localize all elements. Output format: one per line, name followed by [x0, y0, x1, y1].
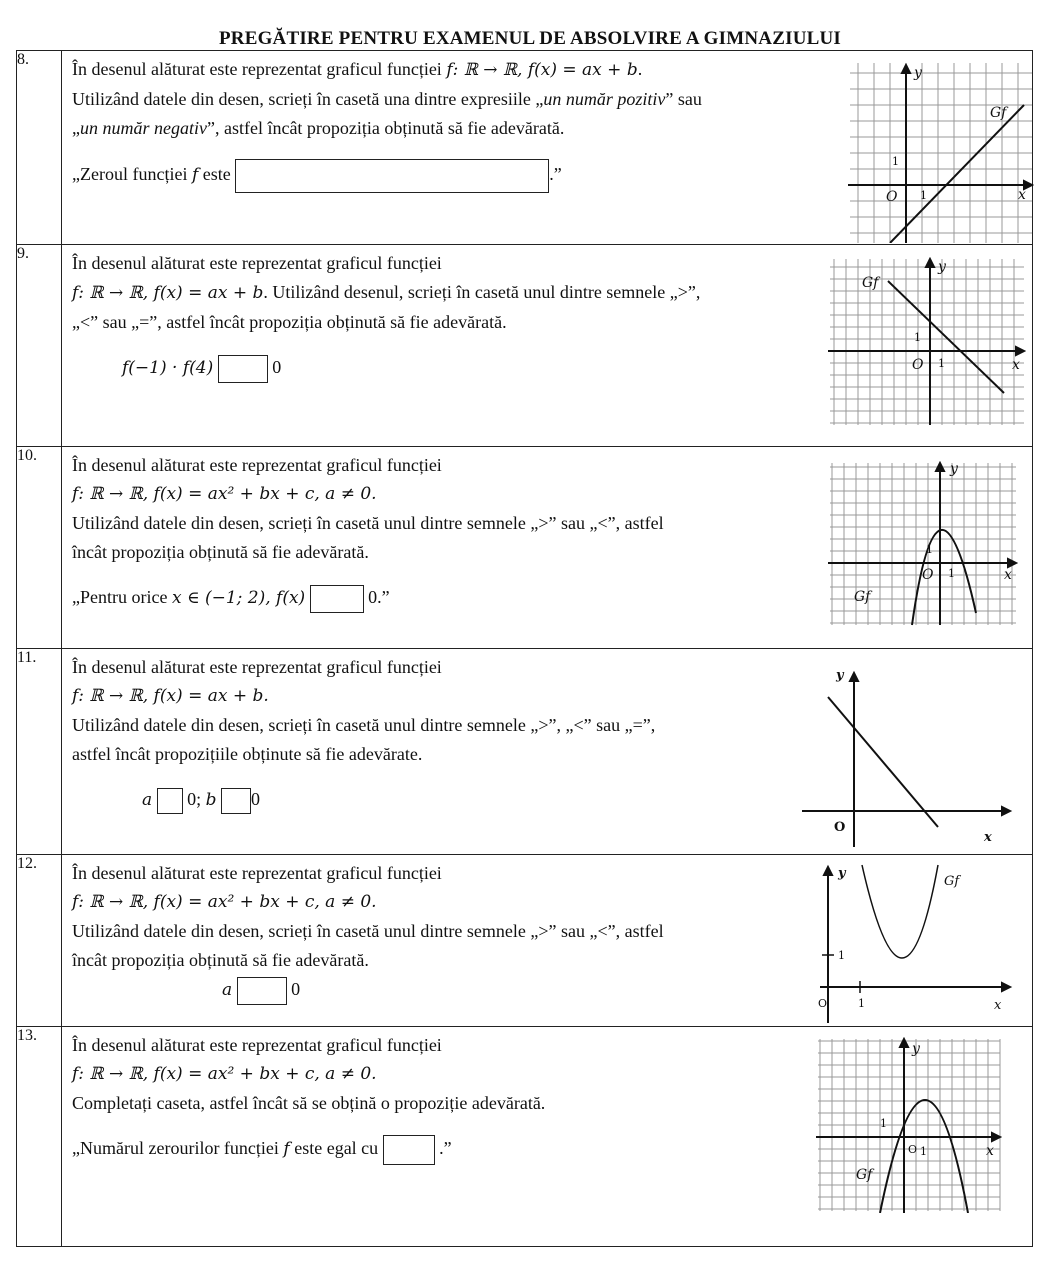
function-graph — [848, 61, 1034, 243]
statement-text: ” sau — [665, 89, 702, 109]
y-unit-label: 1 — [892, 155, 899, 168]
rhs-value: 0 — [272, 357, 282, 377]
graph-label: Gf — [944, 874, 960, 889]
statement-text: „Zeroul funcției — [72, 164, 192, 185]
y-axis-label: y — [938, 259, 946, 275]
statement-text: În desenul alăturat este reprezentat graficul funcției — [72, 253, 442, 273]
function-definition: f: ℝ → ℝ, f(x) = ax + b — [72, 283, 264, 303]
statement-text: .” — [439, 1138, 452, 1158]
statement-text: 0.” — [368, 587, 390, 607]
graph-label: Gf — [854, 589, 871, 605]
exercise-number: 12. — [17, 855, 62, 1027]
function-graph — [796, 663, 1016, 847]
x-unit-label: 1 — [938, 357, 945, 370]
y-axis-label: y — [914, 65, 922, 81]
origin-label: O — [886, 189, 898, 205]
function-definition: f: ℝ → ℝ, f(x) = ax + b. — [72, 686, 269, 706]
graph-label: Gf — [990, 105, 1007, 121]
y-unit-label: 1 — [838, 949, 845, 962]
statement-text: „Pentru orice — [72, 587, 172, 607]
statement-text: În desenul alăturat este reprezentat graficul funcției — [72, 59, 447, 79]
function-symbol: f — [191, 165, 199, 186]
exercise-text — [72, 451, 664, 613]
x-axis-label: x — [1004, 567, 1012, 583]
statement-text: „<” sau „=”, astfel încât propoziția obținută să fie adevărată. — [72, 312, 507, 332]
statement-text: astfel încât propozițiile obținute să fie adevărate. — [72, 744, 423, 764]
punctuation: . — [637, 59, 643, 79]
statement-text: este — [198, 164, 236, 185]
statement-text: încât propoziția obținută să fie adevărată. — [72, 542, 369, 562]
x-unit-label: 1 — [920, 1145, 927, 1158]
y-unit-label: 1 — [880, 1117, 887, 1130]
x-axis-label: x — [984, 830, 992, 845]
x-axis-label: x — [986, 1143, 994, 1159]
statement-text: Utilizând datele din desen, scrieți în casetă unul dintre semnele „>”, „<” sau „=”, — [72, 715, 656, 735]
page-title: PREGĂTIRE PENTRU EXAMENUL DE ABSOLVIRE A GIMNAZIULUI — [218, 28, 842, 49]
graph-label: Gf — [862, 275, 879, 291]
graph-label: Gf — [856, 1167, 873, 1183]
origin-label: O — [834, 820, 846, 835]
coefficient-a: a — [222, 980, 233, 1000]
function-symbol: f — [283, 1139, 290, 1159]
exercise-row-10 — [17, 447, 1033, 649]
statement-text: Completați caseta, astfel încât să se obțină o propoziție adevărată. — [72, 1093, 546, 1113]
statement-text: „ — [72, 118, 80, 138]
function-graph — [828, 461, 1018, 627]
answer-box[interactable] — [235, 159, 549, 193]
exercise-row-12 — [17, 855, 1033, 1027]
exercise-number: 8. — [17, 51, 62, 245]
expression: f(−1) · f(4) — [122, 358, 214, 378]
y-unit-label: 1 — [914, 331, 921, 344]
answer-box[interactable] — [310, 585, 364, 613]
function-definition: f: ℝ → ℝ, f(x) = ax² + bx + c, a ≠ 0. — [72, 484, 377, 504]
exercise-row-13 — [17, 1027, 1033, 1247]
statement-text: . Utilizând desenul, scrieți în casetă unul dintre semnele „>”, — [263, 282, 701, 302]
statement-text: „Numărul zerourilor funcției — [72, 1138, 284, 1158]
origin-label: O — [818, 997, 828, 1010]
function-definition: f: ℝ → ℝ, f(x) = ax² + bx + c, a ≠ 0. — [72, 892, 377, 912]
x-unit-label: 1 — [858, 997, 865, 1010]
function-definition: f: ℝ → ℝ, f(x) = ax + b — [446, 60, 638, 80]
statement-text: În desenul alăturat este reprezentat graficul funcției — [72, 863, 442, 883]
function-definition: f: ℝ → ℝ, f(x) = ax² + bx + c, a ≠ 0. — [72, 1064, 377, 1084]
answer-box[interactable] — [383, 1135, 435, 1165]
exercise-text — [72, 653, 655, 815]
statement-text: Utilizând datele din desen, scrieți în casetă una dintre expresiile „ — [72, 89, 544, 109]
answer-box[interactable] — [218, 355, 268, 383]
statement-text: În desenul alăturat este reprezentat graficul funcției — [72, 1035, 442, 1055]
rhs-value: 0; — [187, 789, 202, 809]
rhs-value: 0 — [251, 789, 261, 809]
x-unit-label: 1 — [920, 189, 927, 202]
exercise-number: 11. — [17, 649, 62, 855]
y-axis-label: y — [912, 1041, 920, 1057]
y-unit-label: 1 — [926, 543, 933, 556]
statement-text: Utilizând datele din desen, scrieți în casetă unul dintre semnele „>” sau „<”, astfel — [72, 921, 664, 941]
x-unit-label: 1 — [948, 567, 955, 580]
origin-label: O — [922, 567, 934, 583]
rhs-value: 0 — [291, 979, 301, 999]
answer-box[interactable] — [237, 977, 287, 1005]
statement-text: ”, astfel încât propoziția obținută să fie adevărată. — [206, 118, 565, 138]
statement-text: încât propoziția obținută să fie adevărată. — [72, 950, 369, 970]
exercise-text — [72, 55, 702, 193]
function-graph — [828, 257, 1026, 427]
origin-label: O — [908, 1143, 918, 1156]
exercise-text — [72, 1031, 545, 1165]
y-axis-label: y — [950, 461, 958, 477]
origin-label: O — [912, 357, 924, 373]
expression: x ∈ (−1; 2), f(x) — [171, 588, 306, 608]
y-axis-label: y — [836, 668, 844, 683]
exercise-row-8 — [17, 51, 1033, 245]
statement-text: este egal cu — [289, 1138, 383, 1158]
exercise-text — [72, 249, 700, 383]
exercise-number: 10. — [17, 447, 62, 649]
exercise-row-11 — [17, 649, 1033, 855]
answer-box-a[interactable] — [157, 788, 183, 814]
coefficient-a: a — [142, 790, 153, 810]
statement-text: .” — [549, 164, 562, 185]
y-axis-label: y — [838, 866, 846, 881]
option-negative: un număr negativ — [80, 118, 207, 138]
statement-text: Utilizând datele din desen, scrieți în casetă unul dintre semnele „>” sau „<”, astfel — [72, 513, 664, 533]
exercise-table — [16, 50, 1033, 1247]
x-axis-label: x — [994, 998, 1002, 1013]
exercise-number: 9. — [17, 245, 62, 447]
x-axis-label: x — [1012, 357, 1020, 373]
answer-box-b[interactable] — [221, 788, 251, 814]
statement-text: În desenul alăturat este reprezentat graficul funcției — [72, 657, 442, 677]
exercise-number: 13. — [17, 1027, 62, 1247]
exercise-row-9 — [17, 245, 1033, 447]
function-graph — [814, 861, 1014, 1023]
coefficient-b: b — [205, 790, 217, 810]
option-positive: un număr pozitiv — [543, 89, 666, 109]
exercise-text — [72, 859, 664, 1005]
statement-text: În desenul alăturat este reprezentat graficul funcției — [72, 455, 442, 475]
function-graph — [816, 1037, 1002, 1213]
x-axis-label: x — [1018, 187, 1026, 203]
